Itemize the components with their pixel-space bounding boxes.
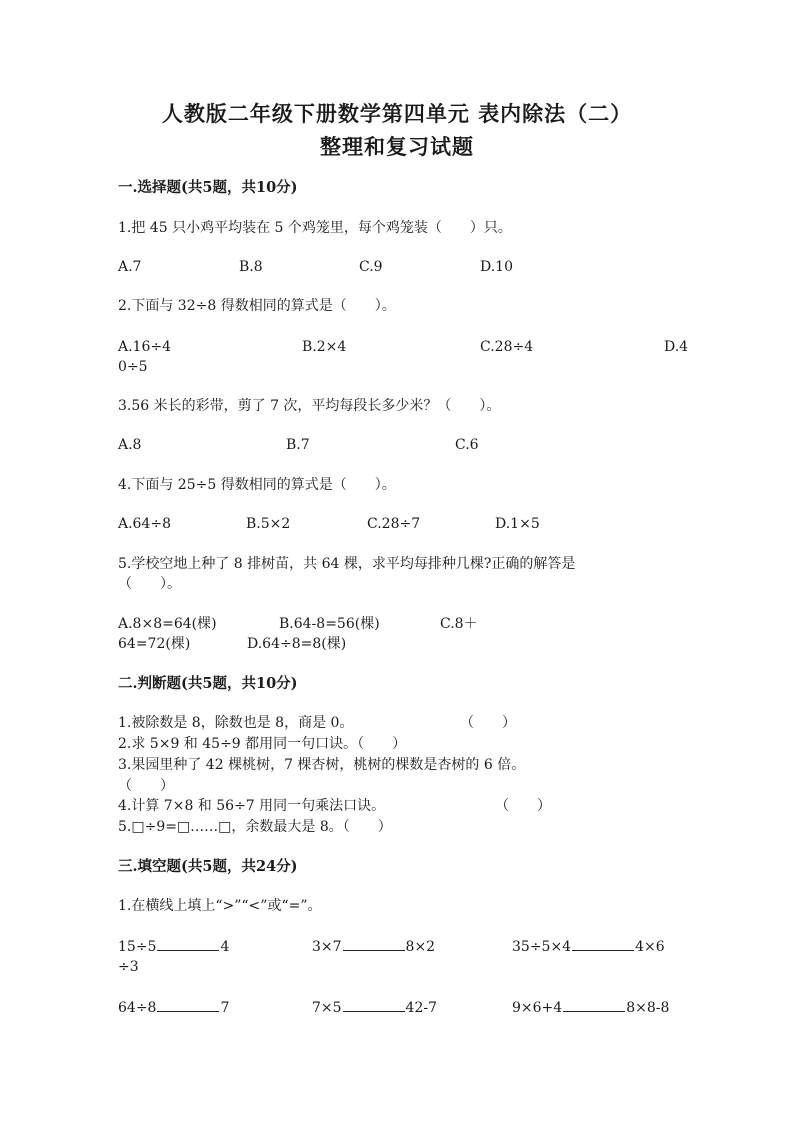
fill-expression [118,936,229,957]
judge-item-1: 1.被除数是 8，除数也是 8，商是 0。 [118,715,354,731]
option-c: C.9 [359,259,383,275]
section-heading-choice: 一.选择题(共5题，共10分) [118,179,298,196]
question-3: 3.56 米长的彩带，剪了 7 次，平均每段长多少米？（ ）。 [118,398,501,414]
question-2: 2.下面与 32÷8 得数相同的算式是（ ）。 [118,298,396,314]
option-d: D.10 [480,259,513,275]
expr-left: 9×6+4 [512,1000,563,1016]
option-c-wrap: 64=72(棵) [118,636,191,652]
fill-expression [118,997,229,1018]
answer-blank[interactable] [157,997,219,1012]
page-title: 人教版二年级下册数学第四单元 表内除法（二） [161,101,633,126]
question-5-cont: （ ）。 [118,576,181,592]
option-a: A.8×8=64(棵) [118,616,217,632]
answer-blank[interactable] [563,997,625,1012]
option-a: A.8 [118,437,142,453]
option-d: D.4 [664,339,689,355]
option-c: C.28÷4 [480,339,534,355]
option-c: C.8＋ [440,616,478,632]
expr-right: 4×6 [635,939,665,955]
page-subtitle: 整理和复习试题 [320,134,474,159]
section-heading-fill: 三.填空题(共5题，共24分) [118,858,298,875]
question-4: 4.下面与 25÷5 得数相同的算式是（ ）。 [118,477,396,493]
fill-question-1: 1.在横线上填上“>”“<”或“=”。 [118,898,322,914]
fill-expression [312,936,435,957]
expr-right: 8×2 [405,939,436,955]
expr-right: 7 [220,1000,230,1016]
judge-item-2: 2.求 5×9 和 45÷9 都用同一句口诀。（ ） [118,736,407,752]
option-a: A.16÷4 [118,339,172,355]
expr-right: 42-7 [405,1000,437,1016]
option-c: C.28÷7 [367,516,421,532]
option-a: A.64÷8 [118,516,172,532]
answer-blank[interactable] [157,936,219,951]
expr-right: 4 [220,939,230,955]
expr-left: 15÷5 [118,939,157,955]
option-b: B.2×4 [302,339,347,355]
fill-expression [512,936,665,957]
expr-left: 3×7 [312,939,342,955]
fill-expression [312,997,437,1018]
expr-left: 64÷8 [118,1000,157,1016]
option-b: B.8 [239,259,263,275]
expr-right: 8×8-8 [626,1000,670,1016]
judge-item-5: 5.□÷9=□……□，余数最大是 8。（ ） [118,819,392,835]
option-b: B.64-8=56(棵) [279,616,380,632]
section-heading-judge: 二.判断题(共5题，共10分) [118,675,298,692]
question-1: 1.把 45 只小鸡平均装在 5 个鸡笼里，每个鸡笼装（ ）只。 [118,220,512,236]
option-b: B.5×2 [246,516,291,532]
option-d: D.64÷8=8(棵) [247,636,347,652]
expr-left: 35÷5×4 [512,939,572,955]
fill-expression-wrap: ÷3 [118,959,139,975]
judge-item-4: 4.计算 7×8 和 56÷7 用同一句乘法口诀。 [118,798,386,814]
option-c: C.6 [455,437,479,453]
judge-item-3-paren: （ ） [118,778,174,794]
expr-left: 7×5 [312,1000,342,1016]
answer-paren: （ ） [460,715,516,731]
answer-blank[interactable] [343,936,405,951]
option-d: D.1×5 [495,516,540,532]
option-d-wrap: 0÷5 [118,359,148,375]
judge-item-3: 3.果园里种了 42 棵桃树，7 棵杏树，桃树的棵数是杏树的 6 倍。 [118,757,526,773]
option-b: B.7 [286,437,310,453]
answer-blank[interactable] [572,936,634,951]
question-5: 5.学校空地上种了 8 排树苗，共 64 棵，求平均每排种几棵?正确的解答是 [118,556,576,572]
answer-blank[interactable] [343,997,405,1012]
answer-paren: （ ） [495,798,551,814]
option-a: A.7 [118,259,142,275]
fill-expression [512,997,669,1018]
